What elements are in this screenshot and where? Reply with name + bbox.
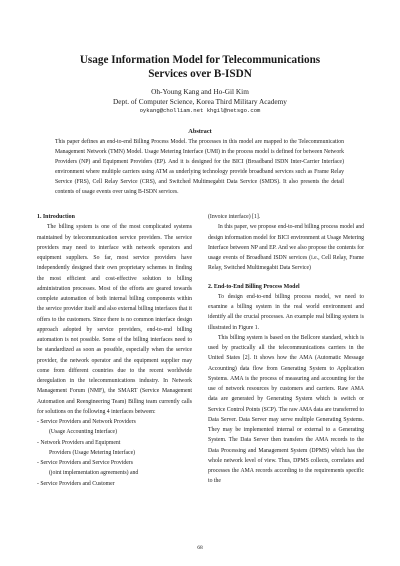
- list-item: [37, 458, 192, 479]
- list-item: [37, 438, 192, 459]
- list-item-main: - Service Providers and Network Providers: [37, 419, 136, 425]
- list-item-main: - Network Providers and Equipment: [37, 439, 121, 446]
- abstract-heading: Abstract: [188, 128, 212, 135]
- list-item: [37, 479, 192, 489]
- list-item-main: - Service Providers and Service Providers: [37, 460, 133, 466]
- billing-model-paragraph: To design end-to-end billing process model, we need to examine a billing system in the real world environment and identify all the crucial processes. An example real billing system is illustrated in Figure 1.: [208, 293, 364, 331]
- title-line-2: Services over B-ISDN: [148, 67, 252, 80]
- invoice-interface-text: (Invoice interface) [1].: [208, 214, 261, 220]
- abstract-text: This paper defines an end-to-end Billing Process Model. The processes in this model are mapped to the Telecommunication Management Network (TMN) Model. Usage Metering Interface (UMI) in the process model is defined for between Network Providers (NP) and Equipment Providers (EP). And it is designed for the BICI (Broadband ISDN Inter-Carrier Interface) environment where multiple carriers using ATM as underlying technology provide broadband services such as Frame Relay Service (FRS), Cell Relay Service (CRS), and Switched Multimegabit Data Service (SMDS). It also presents the detail contents of usage events over using B-ISDN services.: [55, 139, 344, 195]
- left-column: [37, 212, 192, 489]
- author-affiliation: Dept. of Computer Science, Korea Third Military Academy: [113, 96, 287, 106]
- author-names: Oh-Young Kang and Ho-Gil Kim: [151, 87, 249, 96]
- section-spacer: [208, 274, 364, 282]
- interface-list: [37, 417, 192, 489]
- list-item: [37, 417, 192, 438]
- paper-title: [0, 54, 400, 81]
- list-item-sub: Providers (Usage Metering Interface): [49, 449, 136, 456]
- list-item-sub: (joint implementation agreements) and: [49, 470, 139, 477]
- page-number: 68: [197, 545, 203, 551]
- introduction-paragraph: The billing system is one of the most complicated systems maintained by telecommunication service providers. The service providers may need to interface with network operators and equipment suppliers. So far, most service providers have independently designed their own proprietary schemes in finding the most efficient and cost-effective solution to billing administration processes. Most of the efforts are geared towards complete automation of both internal billing components within the service provider itself and also external billing interfaces that it offers to the customers. Since there is no common interface design approach adopted by service providers, end-to-end billing automation is not possible. Some of the billing interfaces need to be standardized as soon as possible, especially when the service provider, the network operator and the equipment supplier may come from different countries due to the recent worldwide deregulation in the telecommunications industry. In Network Management Forum (NMF), the SMART (Service Management Automation and Reengineering Team) Billing team currently calls for solutions on the following 4 interfaces between:: [37, 224, 192, 415]
- section-heading-introduction: 1. Introduction: [37, 214, 75, 220]
- author-emails: oykang@cholliam.net khgil@netsgo.com: [139, 107, 261, 115]
- list-item-sub: (Usage Accounting Interface): [49, 429, 118, 436]
- list-item-main: - Service Providers and Customer: [37, 480, 115, 487]
- right-column: [208, 212, 364, 487]
- section-heading-billing-model: 2. End-to-End Billing Process Model: [208, 283, 300, 290]
- proposal-paragraph: In this paper, we propose end-to-end billing process model and design information model for BICI environment at Usage Metering Interface between NP and EP. And we also propose the contents for usage events of Broadband ISDN services (i.e., Cell Relay, Frame Relay, Switched Multimegabit Data Service): [208, 224, 364, 272]
- author-block: [0, 87, 400, 116]
- billing-system-paragraph: This billing system is based on the Bellcore standard, which is used by practically all the telecommunications carriers in the United States [2]. It shows how the AMA (Automatic Message Accounting) data flow from Generating System to Application Systems. AMA is the process of measuring and accounting for the use of network resources by customers and carriers. Raw AMA data are generated by Generating System which is switch or Service Control Points (SCP). The raw AMA data are transferred to Data Server. Data Server may serve multiple Generating Systems. They may be implemented internal or external to a Generating System. The Data Server then transfers the AMA records to the Data Processing and Management System (DPMS) which has the whole network level of view. Thus, DPMS collects, correlates and processes the AMA records according to the requirements specific to the: [208, 334, 364, 485]
- title-line-1: Usage Information Model for Telecommunications: [79, 54, 321, 66]
